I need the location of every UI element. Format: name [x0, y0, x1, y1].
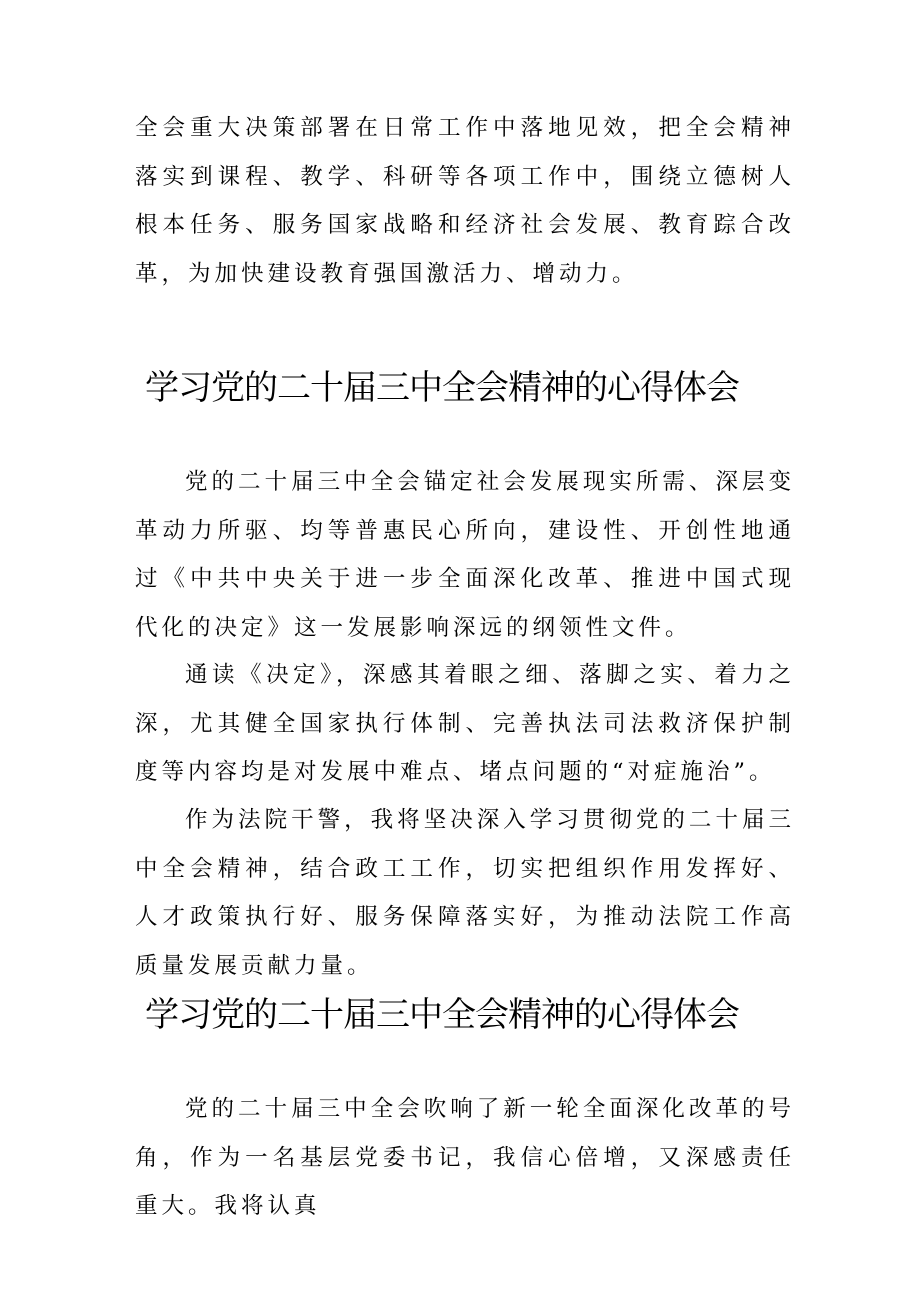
paragraph-section2-1: 党的二十届三中全会吹响了新一轮全面深化改革的号角，作为一名基层党委书记，我信心倍增，又深感责任重大。我将认真: [135, 1096, 795, 1219]
paragraph-section1-1: 党的二十届三中全会锚定社会发展现实所需、深层变革动力所驱、均等普惠民心所向，建设性、开创性地通过《中共中央关于进一步全面深化改革、推进中国式现代化的决定》这一发展影响深远的纲领性文件。: [135, 469, 795, 641]
paragraph-section1-3: 作为法院干警，我将坚决深入学习贯彻党的二十届三中全会精神，结合政工工作，切实把组织作用发挥好、人才政策执行好、服务保障落实好，为推动法院工作高质量发展贡献力量。: [135, 807, 795, 979]
section-heading-2: 学习党的二十届三中全会精神的心得体会: [145, 995, 739, 1035]
paragraph-continued: 全会重大决策部署在日常工作中落地见效，把全会精神落实到课程、教学、科研等各项工作中，围绕立德树人根本任务、服务国家战略和经济社会发展、教育踪合改革，为加快建设教育强国激活力、增动力。: [135, 115, 795, 287]
paragraph-section1-2: 通读《决定》，深感其着眼之细、落脚之实、着力之深，尤其健全国家执行体制、完善执法司法救济保护制度等内容均是对发展中难点、堵点问题的“对症施治”。: [135, 662, 795, 785]
section-heading-1: 学习党的二十届三中全会精神的心得体会: [145, 368, 739, 408]
